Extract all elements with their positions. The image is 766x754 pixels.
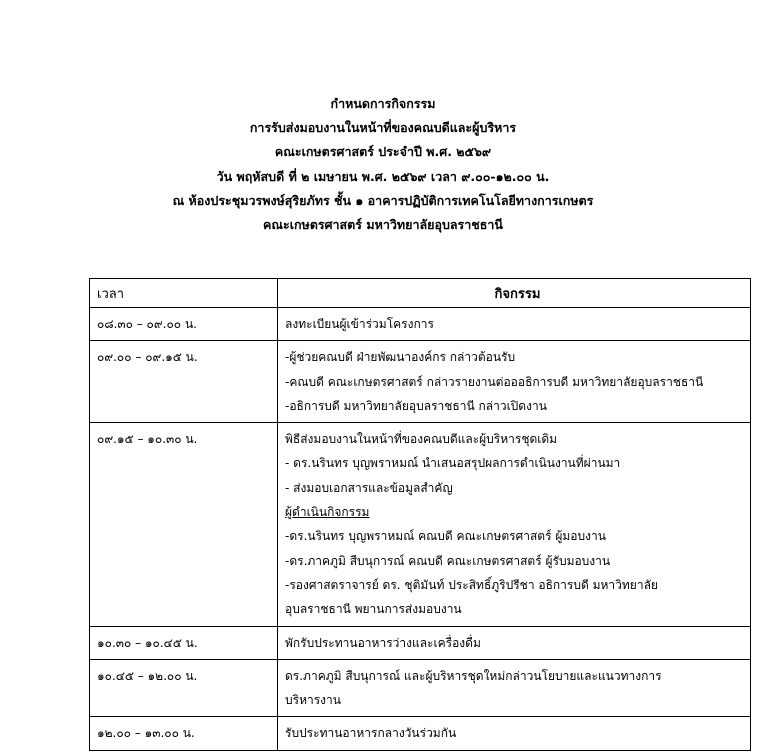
time-cell [90, 341, 278, 423]
activity-line: บริหารงาน [285, 693, 341, 708]
activity-line: -ดร.นรินทร บุญพราหมณ์ คณบดี คณะเกษตรศาสตร์ ผู้มอบงาน [285, 529, 606, 544]
table-row [90, 717, 751, 750]
column-header-time: เวลา [90, 279, 278, 308]
activity-cell [278, 341, 751, 423]
activity-line: -ผู้ช่วยคณบดี ฝ่ายพัฒนาองค์กร กล่าวต้อนรับ [285, 350, 516, 365]
activity-line: -คณบดี คณะเกษตรศาสตร์ กล่าวรายงานต่อออธิการบดี มหาวิทยาลัยอุบลราชธานี [285, 374, 704, 389]
activity-line: อุบลราชธานี พยานการส่งมอบงาน [285, 602, 462, 617]
header-organization: คณะเกษตรศาสตร์ มหาวิทยาลัยอุบลราชธานี [263, 217, 503, 233]
table-row [90, 659, 751, 717]
activity-line: พักรับประทานอาหารว่างและเครื่องดื่ม [285, 635, 481, 650]
activity-line: ดร.ภาคภูมิ สืบนุการณ์ และผู้บริหารชุดใหม่กล่าวนโยบายและแนวทางการ [285, 668, 662, 683]
time-text: ๑๐.๔๕ – ๑๒.๐๐ น. [97, 668, 198, 683]
table-header-row [90, 279, 751, 308]
header-title: กำหนดการกิจกรรม [330, 96, 436, 111]
table-row [90, 308, 751, 341]
table-row [90, 341, 751, 423]
table-row [90, 423, 751, 626]
document-header [0, 92, 766, 237]
time-text: ๑๒.๐๐ – ๑๓.๐๐ น. [97, 726, 195, 741]
time-cell [90, 626, 278, 659]
header-faculty-year: คณะเกษตรศาสตร์ ประจำปี พ.ศ. ๒๕๖๙ [274, 144, 492, 160]
activity-line: - ส่งมอบเอกสารและข้อมูลสำคัญ [285, 480, 453, 495]
activity-cell [278, 308, 751, 341]
column-header-activity: กิจกรรม [278, 279, 751, 308]
activity-line: -ดร.ภาคภูมิ สืบนุการณ์ คณบดี คณะเกษตรศาสตร์ ผู้รับมอบงาน [285, 553, 611, 568]
time-text: ๐๙.๑๕ – ๑๐.๓๐ น. [97, 432, 198, 447]
time-cell [90, 659, 278, 717]
activity-cell [278, 423, 751, 626]
header-date-time: วัน พฤหัสบดี ที่ ๒ เมษายน พ.ศ. ๒๕๖๙ เวลา ๙.๐๐-๑๒.๐๐ น. [216, 168, 550, 184]
schedule-table [89, 278, 751, 751]
activity-line: -รองศาสตราจารย์ ดร. ชุติมันท์ ประสิทธิ์ภูริปรีชา อธิการบดี มหาวิทยาลัย [285, 577, 658, 592]
activity-line: -อธิการบดี มหาวิทยาลัยอุบลราชธานี กล่าวเปิดงาน [285, 398, 547, 413]
activity-cell [278, 717, 751, 750]
organizers-heading: ผู้ดำเนินกิจกรรม [285, 505, 370, 520]
header-subtitle: การรับส่งมอบงานในหน้าที่ของคณบดีและผู้บริหาร [249, 120, 517, 136]
activity-line: ลงทะเบียนผู้เข้าร่วมโครงการ [285, 317, 434, 331]
time-text: ๐๙.๐๐ – ๐๙.๑๕ น. [97, 350, 198, 365]
table-row [90, 626, 751, 659]
activity-cell [278, 659, 751, 717]
time-cell [90, 308, 278, 341]
time-cell [90, 717, 278, 750]
activity-line: รับประทานอาหารกลางวันร่วมกัน [285, 726, 457, 741]
time-cell [90, 423, 278, 626]
activity-line: พิธีส่งมอบงานในหน้าที่ของคณบดีและผู้บริหารชุดเดิม [285, 432, 558, 447]
header-venue: ณ ห้องประชุมวรพงษ์สุริยภัทร ชั้น ๑ อาคารปฏิบัติการเทคโนโลยีทางการเกษตร [172, 192, 594, 208]
time-text: ๐๘.๓๐ – ๐๙.๐๐ น. [97, 317, 197, 331]
activity-line: - ดร.นรินทร บุญพราหมณ์ นำเสนอสรุปผลการดำเนินงานที่ผ่านมา [285, 456, 621, 471]
time-text: ๑๐.๓๐ – ๑๐.๔๕ น. [97, 635, 198, 650]
activity-cell [278, 626, 751, 659]
